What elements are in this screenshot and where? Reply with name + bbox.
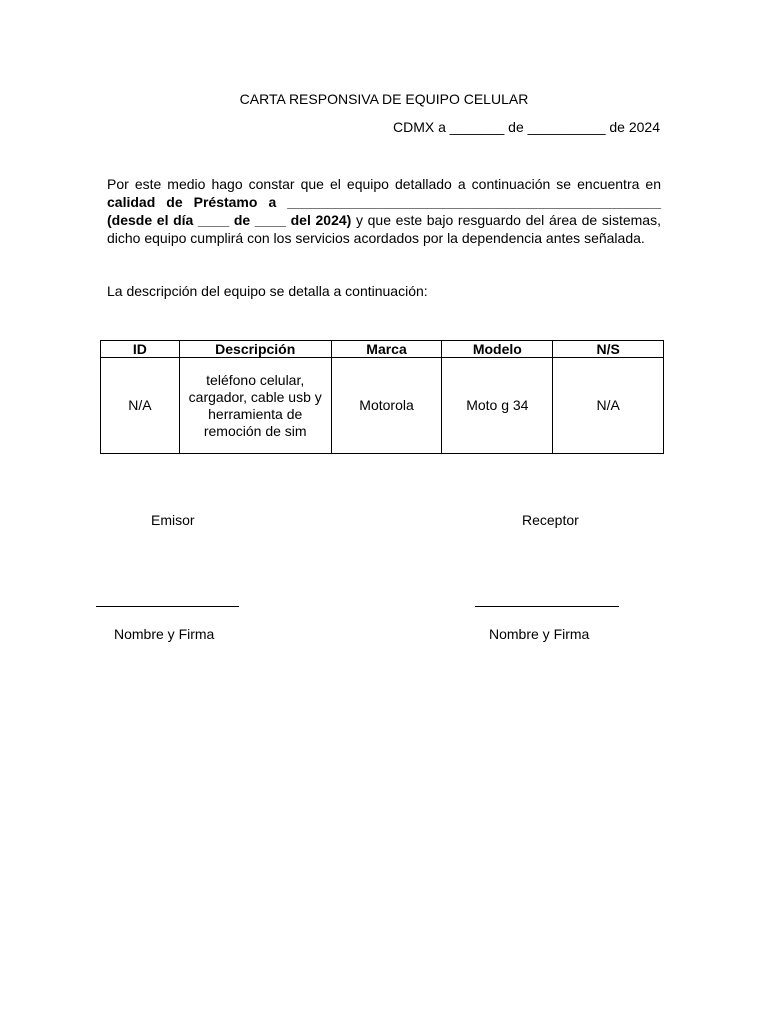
- cell-id: N/A: [101, 358, 180, 454]
- cell-ns: N/A: [553, 358, 664, 454]
- emisor-signature-line: [96, 606, 239, 607]
- header-modelo: Modelo: [442, 341, 553, 358]
- body-text-end: y que este bajo resguardo del área de sistemas, dicho equipo cumplirá con los servicios acordados por la dependencia antes señalada.: [107, 212, 661, 246]
- document-title: CARTA RESPONSIVA DE EQUIPO CELULAR: [239, 91, 529, 107]
- cell-marca: Motorola: [331, 358, 442, 454]
- receptor-name-label: Nombre y Firma: [489, 626, 590, 642]
- table-header-row: [101, 341, 664, 358]
- emisor-label: Emisor: [151, 512, 195, 528]
- header-ns: N/S: [553, 341, 664, 358]
- cell-modelo: Moto g 34: [442, 358, 553, 454]
- header-id: ID: [101, 341, 180, 358]
- header-descripcion: Descripción: [179, 341, 331, 358]
- emisor-name-label: Nombre y Firma: [114, 626, 215, 642]
- body-paragraph: [107, 175, 661, 247]
- receptor-signature-line: [475, 606, 619, 607]
- cell-descripcion: teléfono celular, cargador, cable usb y herramienta de remoción de sim: [179, 358, 331, 454]
- equipment-table: [100, 340, 664, 454]
- description-intro: La descripción del equipo se detalla a continuación:: [107, 283, 428, 299]
- receptor-label: Receptor: [522, 512, 579, 528]
- table-row: [101, 358, 664, 454]
- body-text-start: Por este medio hago constar que el equipo detallado a continuación se encuentra en: [107, 176, 661, 192]
- header-marca: Marca: [331, 341, 442, 358]
- body-text-bold: calidad de Préstamo a ________________________________________________ (desde el día ____ de ____ del 2024): [107, 194, 661, 228]
- date-line: CDMX a _______ de __________ de 2024: [393, 119, 660, 135]
